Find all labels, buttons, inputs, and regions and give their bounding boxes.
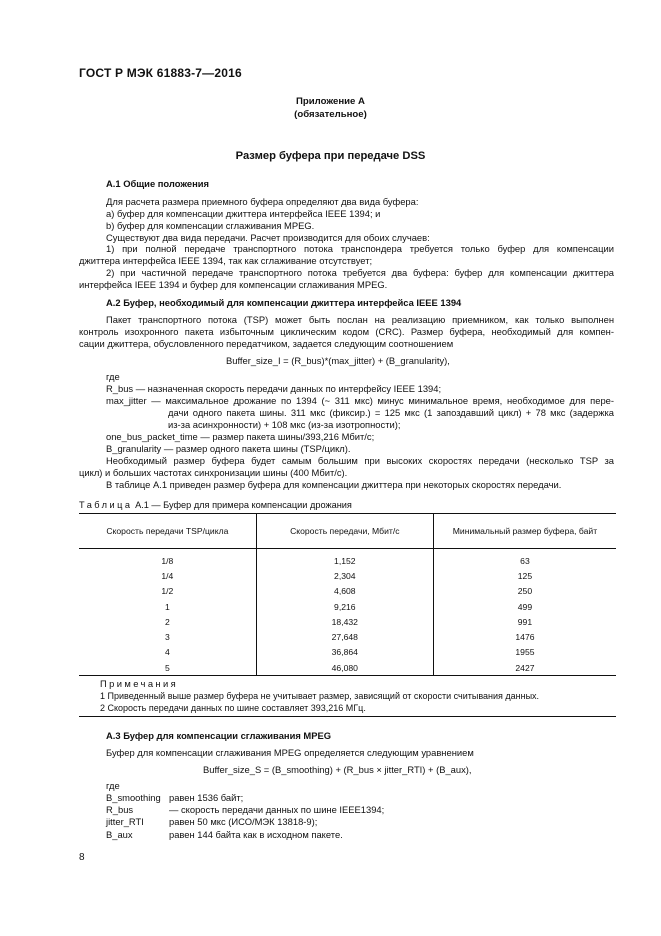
definition-line: one_bus_packet_time — размер пакета шины/393,216 Мбит/с; xyxy=(106,431,375,442)
table-header-cell: Минимальный размер буфера, байт xyxy=(433,514,616,549)
definition-term: jitter_RTI xyxy=(106,816,144,827)
page-number: 8 xyxy=(79,852,85,863)
table-cell: 125 xyxy=(433,568,616,583)
definition-line: max_jitter — максимальное дрожание по 1394 (~ 311 мкс) минус минимальное время, необходимое для пере- xyxy=(106,395,614,406)
section-a2-after-line: цикл) и больших частотах синхронизации шины (400 Мбит/с). xyxy=(79,467,348,478)
definition-term: B_aux xyxy=(106,829,133,840)
section-a2-para-line: сации джиттера, обусловленного передатчиком, задается следующим соотношением xyxy=(79,338,454,349)
definition-term: B_smoothing xyxy=(106,792,161,803)
table-cell: 1955 xyxy=(433,645,616,660)
definition-line: дачи одного пакета шины. 311 мкс (фиксир.) = 125 мкс (1 запоздавший цикл) + 78 мкс (задержка xyxy=(168,407,614,418)
section-a1-line: джиттера интерфейса IEEE 1394, так как сглаживание отсутствует; xyxy=(79,255,373,266)
table-cell: 1/8 xyxy=(161,555,174,566)
table-cell: 9,216 xyxy=(256,599,433,614)
formula-buffer-size-i: Buffer_size_I = (R_bus)*(max_jitter) + (B_granularity), xyxy=(226,355,450,366)
document-header: ГОСТ Р МЭК 61883-7—2016 xyxy=(79,66,242,80)
table-caption xyxy=(79,500,352,510)
annex-title: Приложение А xyxy=(296,96,365,107)
definition-line: R_bus — назначенная скорость передачи данных по интерфейсу IEEE 1394; xyxy=(106,383,442,394)
notes-title: Примечания xyxy=(100,678,179,689)
table-cell: 4 xyxy=(164,647,170,658)
section-a1-line: а) буфер для компенсации джиттера интерфейса IEEE 1394; и xyxy=(106,208,381,219)
table-cell: 5 xyxy=(164,662,170,673)
buffer-table xyxy=(79,513,616,675)
table-row xyxy=(79,568,616,583)
table-row xyxy=(79,629,616,644)
table-cell: 1/4 xyxy=(161,570,174,581)
table-cell: 36,864 xyxy=(256,645,433,660)
section-a1-line: интерфейса IEEE 1394 и буфер для компенсации сглаживания MPEG. xyxy=(79,279,388,290)
table-cell: 1/2 xyxy=(161,586,174,597)
table-cell: 2427 xyxy=(433,660,616,675)
table-cell: 3 xyxy=(164,632,170,643)
table-row xyxy=(79,599,616,614)
section-a1-line: 1) при полной передаче транспортного потока транспондера требуется только буфер для компенсации xyxy=(106,243,614,254)
table-caption-text: А.1 — Буфер для примера компенсации дрожания xyxy=(135,500,352,510)
definition-desc: равен 1536 байт; xyxy=(169,792,244,803)
definition-term: R_bus xyxy=(106,804,134,815)
definition-line: B_granularity — размер одного пакета шины (TSP/цикл). xyxy=(106,443,351,454)
note-line: 2 Скорость передачи данных по шине составляет 393,216 МГц. xyxy=(100,703,366,713)
table-cell: 991 xyxy=(433,614,616,629)
section-a2-para-line: Пакет транспортного потока (TSP) может быть послан на реализацию приемником, как только выполнен xyxy=(106,314,614,325)
section-a2-after-line: В таблице А.1 приведен размер буфера для компенсации джиттера при некоторых скоростях передачи. xyxy=(106,479,562,490)
definition-desc: — скорость передачи данных по шине IEEE1394; xyxy=(169,804,385,815)
table-cell: 250 xyxy=(433,584,616,599)
table-row xyxy=(79,614,616,629)
section-a1-line: b) буфер для компенсации сглаживания MPEG. xyxy=(106,220,315,231)
table-cell: 2,304 xyxy=(256,568,433,583)
table-cell: 18,432 xyxy=(256,614,433,629)
table-row xyxy=(79,553,616,568)
page-heading: Размер буфера при передаче DSS xyxy=(235,150,426,162)
note-line: 1 Приведенный выше размер буфера не учитывает размер, зависящий от скорости считывания данных. xyxy=(100,691,540,701)
section-a3-title: А.3 Буфер для компенсации сглаживания MPEG xyxy=(106,730,332,741)
formula-buffer-size-s: Buffer_size_S = (B_smoothing) + (R_bus × jitter_RTI) + (B_aux), xyxy=(203,764,472,775)
section-a1-title: А.1 Общие положения xyxy=(106,178,209,189)
table-header-cell: Скорость передачи TSP/цикла xyxy=(79,514,256,549)
table-cell: 499 xyxy=(433,599,616,614)
table-cell: 63 xyxy=(433,553,616,568)
table-cell: 1,152 xyxy=(256,553,433,568)
section-a2-title: А.2 Буфер, необходимый для компенсации джиттера интерфейса IEEE 1394 xyxy=(106,297,462,308)
section-a3-intro: Буфер для компенсации сглаживания MPEG определяется следующим уравнением xyxy=(106,747,474,758)
section-a2-after-line: Необходимый размер буфера будет самым большим при высоких скоростях передачи (несколько TSP за xyxy=(106,455,614,466)
table-header-row xyxy=(79,514,616,549)
table-caption-prefix: Таблица xyxy=(79,500,133,510)
table-cell: 1476 xyxy=(433,629,616,644)
annex-subtitle: (обязательное) xyxy=(294,109,367,120)
section-a2-para-line: контроль изохронного пакета избыточным циклическим кодом (CRC). Размер буфера, необходимый для компен- xyxy=(79,326,614,337)
table-row xyxy=(79,645,616,660)
table-cell: 2 xyxy=(164,616,170,627)
section-a1-line: 2) при частичной передаче транспортного потока требуется два буфера: буфер для компенсации джиттера xyxy=(106,267,614,278)
table-cell: 4,608 xyxy=(256,584,433,599)
definition-desc: равен 50 мкс (ИСО/МЭК 13818-9); xyxy=(169,816,318,827)
table-row xyxy=(79,660,616,675)
where-label: где xyxy=(106,780,120,791)
section-a1-line: Для расчета размера приемного буфера определяют два вида буфера: xyxy=(106,196,419,207)
table-cell: 1 xyxy=(164,601,170,612)
where-label: где xyxy=(106,371,120,382)
table-cell: 46,080 xyxy=(256,660,433,675)
definition-desc: равен 144 байта как в исходном пакете. xyxy=(169,829,343,840)
table-row xyxy=(79,584,616,599)
section-a1-line: Существуют два вида передачи. Расчет производится для обоих случаев: xyxy=(106,232,430,243)
table-cell: 27,648 xyxy=(256,629,433,644)
definition-line: из-за асинхронности) + 108 мкс (из-за изотропности); xyxy=(168,419,401,430)
table-header-cell: Скорость передачи, Мбит/с xyxy=(256,514,433,549)
